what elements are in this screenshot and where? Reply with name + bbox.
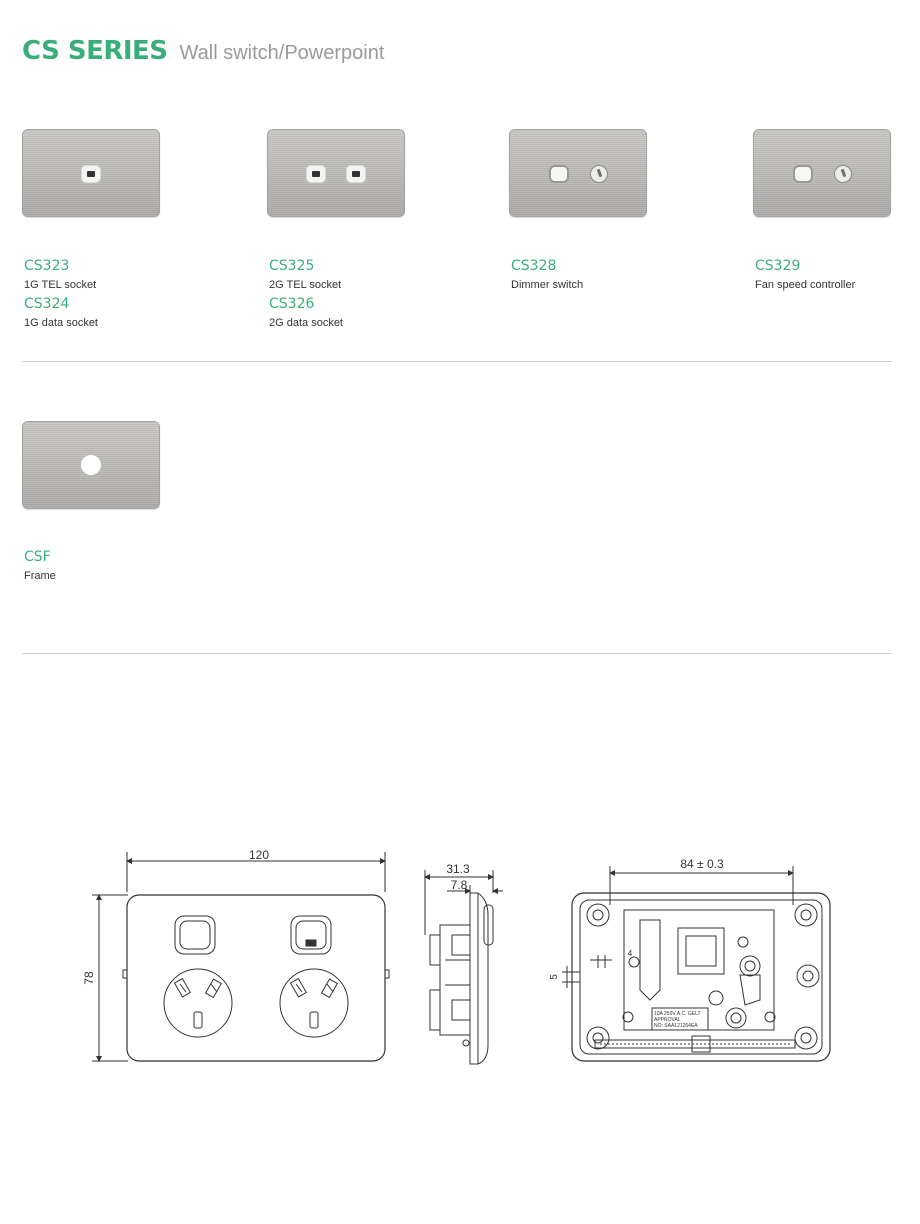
dimension-small-b: 5 xyxy=(549,974,560,980)
rating-label: NO: SAA121264EA xyxy=(654,1023,698,1029)
dimension-centers: 84 ± 0.3 xyxy=(680,857,724,871)
product-description: 2G TEL socket xyxy=(269,279,342,291)
product-code: CS325 xyxy=(269,258,315,274)
dimension-height: 78 xyxy=(82,971,96,985)
product-code: CS329 xyxy=(755,258,801,274)
product-code: CS324 xyxy=(24,296,70,312)
dimension-depth: 31.3 xyxy=(446,862,470,876)
product-description: Fan speed controller xyxy=(755,279,856,291)
product-description: 2G data socket xyxy=(269,317,343,329)
product-description: Frame xyxy=(24,570,56,582)
product-code: CS323 xyxy=(24,258,70,274)
product-code: CSF xyxy=(24,549,51,565)
back-view xyxy=(562,866,830,1061)
dimension-width: 120 xyxy=(248,848,270,862)
product-description: 1G data socket xyxy=(24,317,98,329)
side-view xyxy=(425,870,503,1064)
dimension-offset: 7.8 xyxy=(450,878,468,892)
series-subtitle: Wall switch/Powerpoint xyxy=(179,42,385,64)
rating-label: APPROVAL xyxy=(654,1017,681,1023)
product-description: 1G TEL socket xyxy=(24,279,97,291)
product-code: CS326 xyxy=(269,296,315,312)
product-code: CS328 xyxy=(511,258,557,274)
front-view xyxy=(92,852,389,1061)
dimension-small-a: 4 xyxy=(627,949,633,958)
series-title: CS SERIES xyxy=(22,36,168,66)
product-description: Dimmer switch xyxy=(511,279,584,291)
rating-label: 10A 250V A.C. GELT xyxy=(654,1011,701,1017)
